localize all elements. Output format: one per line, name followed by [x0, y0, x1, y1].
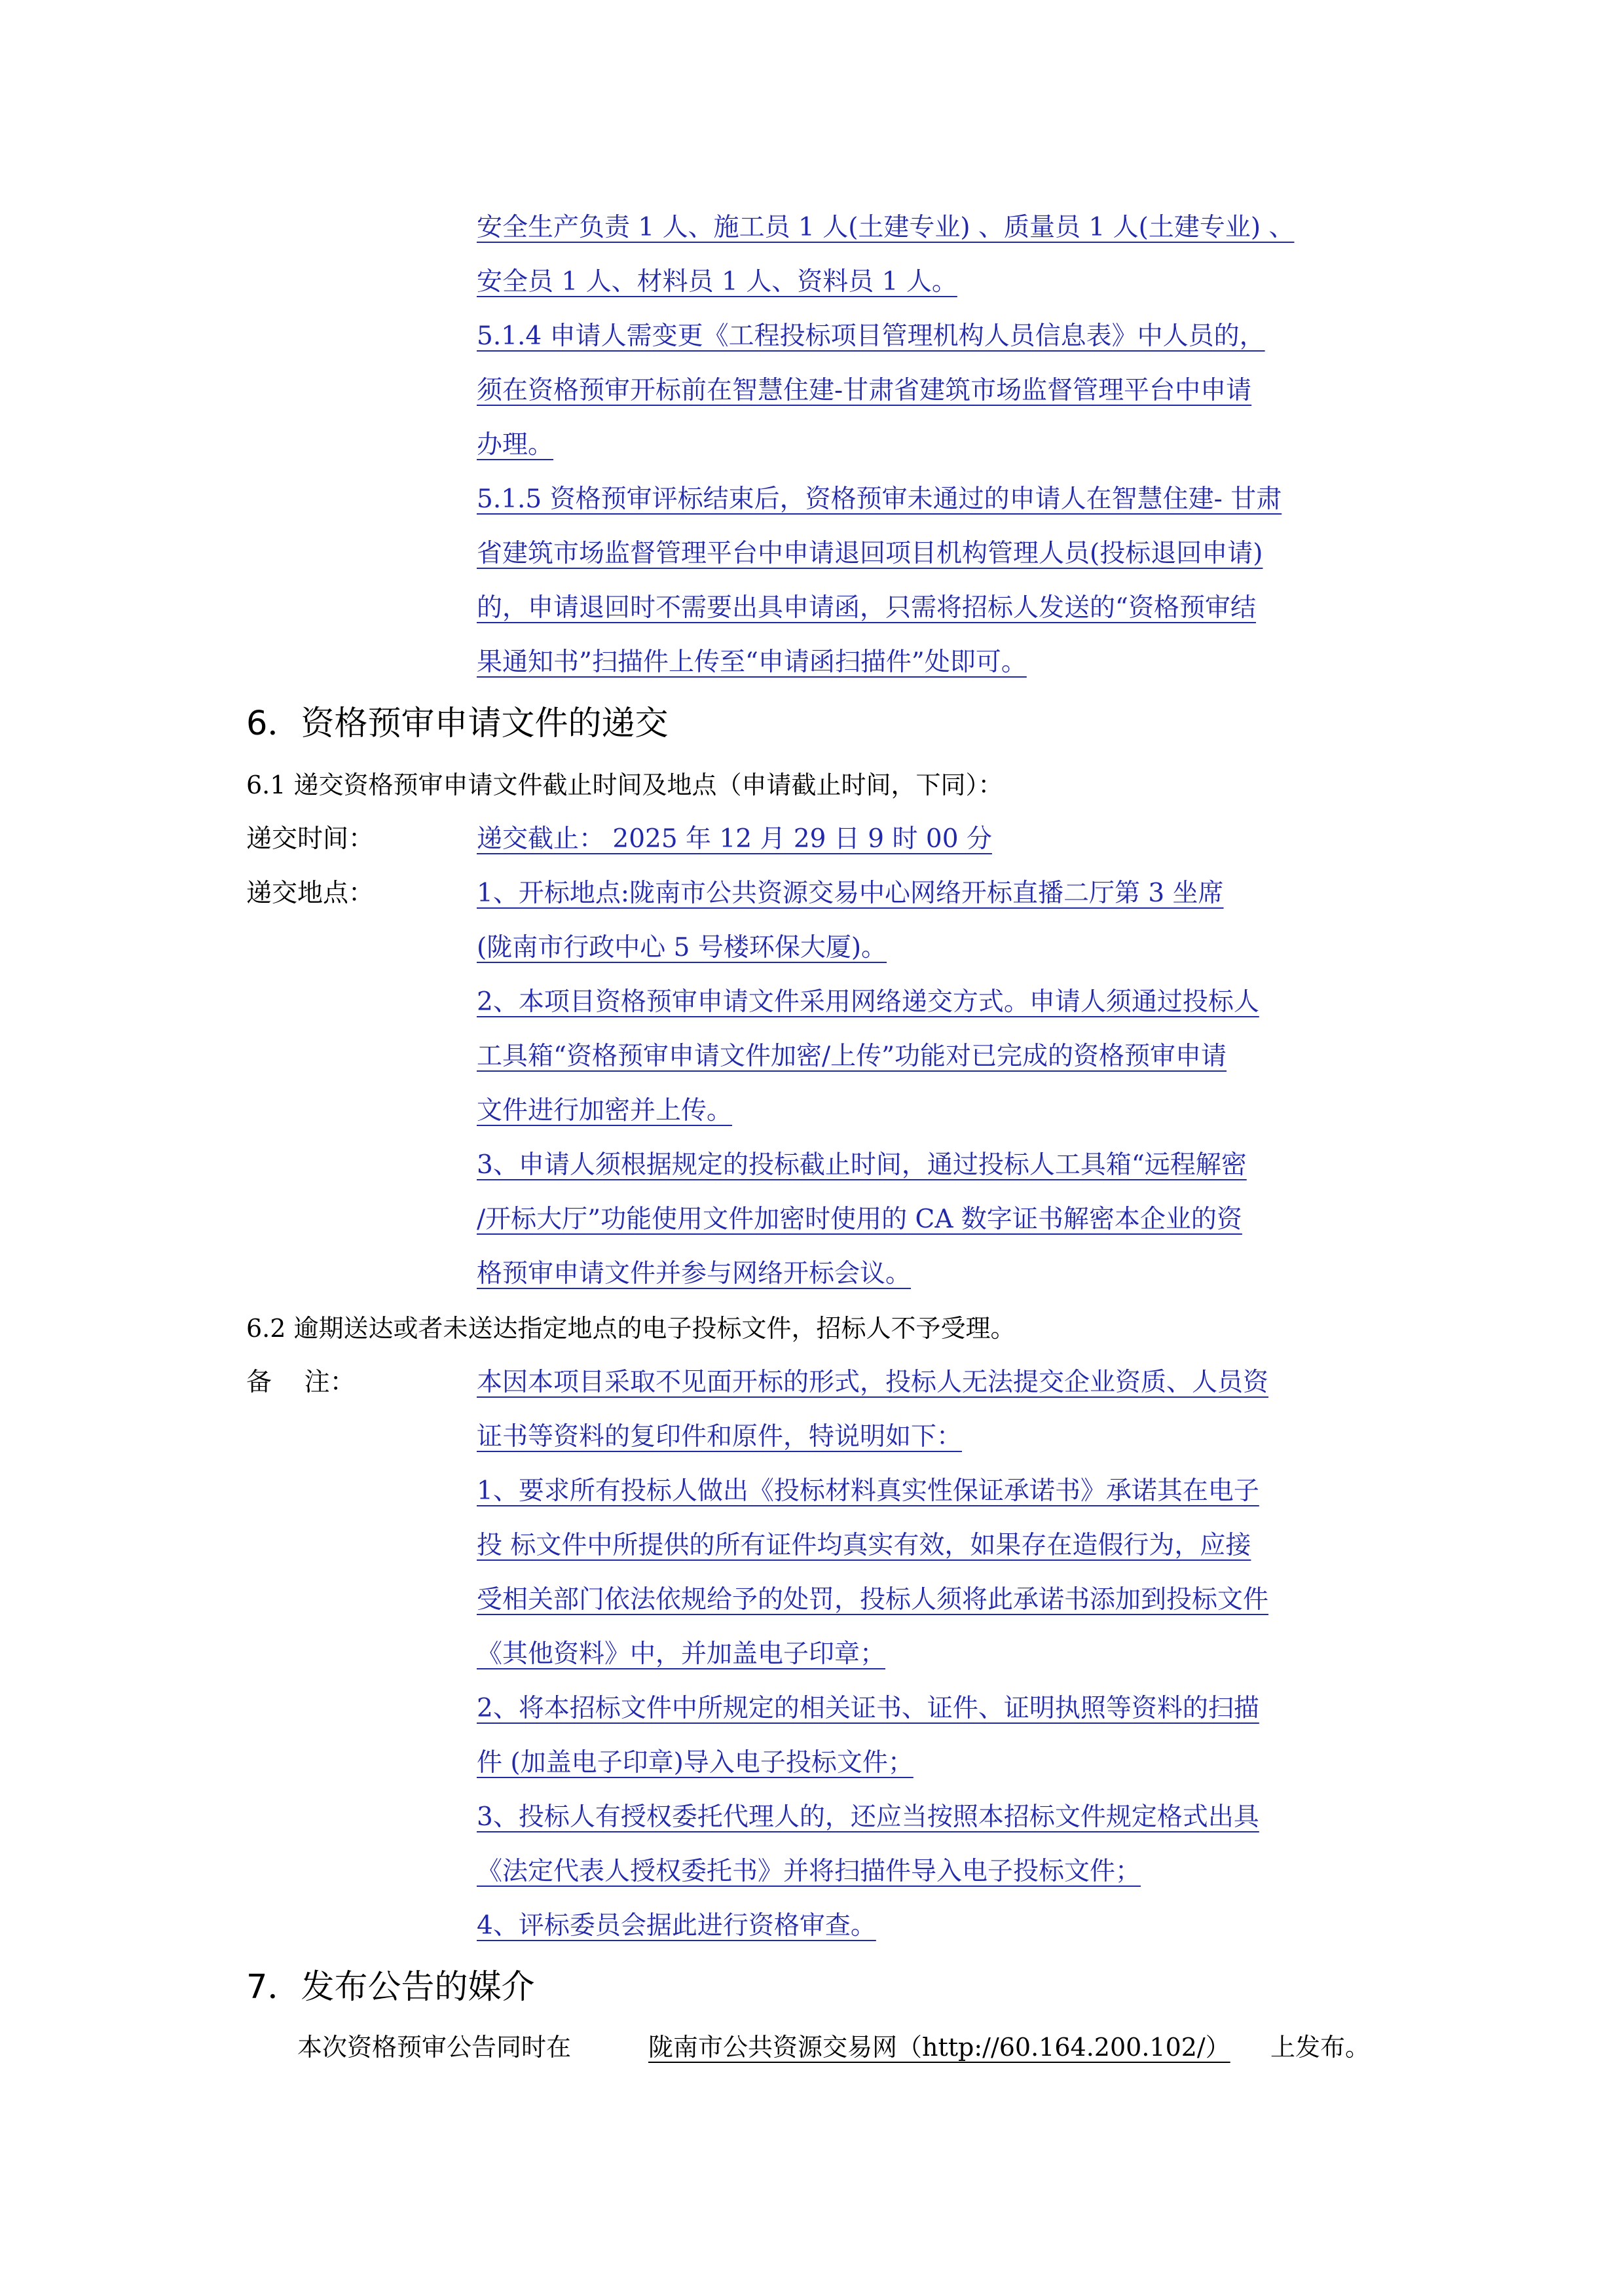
block5-line-7: 省建筑市场监督管理平台中申请退回项目机构管理人员(投标退回申请): [477, 539, 1263, 568]
note-line-6: 《其他资料》中，并加盖电子印章；: [477, 1639, 886, 1669]
note-line-10: 《法定代表人授权委托书》并将扫描件导入电子投标文件；: [477, 1857, 1141, 1886]
block5-line-9: 果通知书”扫描件上传至“申请函扫描件”处即可。: [477, 647, 1027, 677]
submit-place-label: 递交地点：: [246, 879, 375, 908]
note-line-1: 本因本项目采取不见面开标的形式，投标人无法提交企业资质、人员资: [477, 1368, 1269, 1397]
submit-time-value: 递交截止： 2025 年 12 月 29 日 9 时 00 分: [477, 824, 992, 854]
block5-line-6: 5.1.5 资格预审评标结束后，资格预审未通过的申请人在智慧住建- 甘肃: [477, 484, 1282, 514]
place-line-3: 2、本项目资格预审申请文件采用网络递交方式。申请人须通过投标人: [477, 987, 1259, 1017]
note-line-8: 件 (加盖电子印章)导入电子投标文件；: [477, 1748, 913, 1777]
section7-heading: 7．发布公告的媒介: [246, 1968, 535, 2007]
place-line-7: /开标大厅”功能使用文件加密时使用的 CA 数字证书解密本企业的资: [477, 1205, 1242, 1234]
block5-line-4: 须在资格预审开标前在智慧住建-甘肃省建筑市场监督管理平台中申请: [477, 376, 1252, 405]
place-line-8: 格预审申请文件并参与网络开标会议。: [477, 1259, 912, 1288]
note-line-5: 受相关部门依法依规给予的处罚，投标人须将此承诺书添加到投标文件: [477, 1585, 1269, 1614]
block5-line-8: 的，申请退回时不需要出具申请函，只需将招标人发送的“资格预审结: [477, 593, 1256, 623]
item-6-1: 6.1 递交资格预审申请文件截止时间及地点（申请截止时间，下同）：: [246, 771, 1003, 799]
media-link[interactable]: 陇南市公共资源交易网（http://60.164.200.102/）: [648, 2033, 1230, 2062]
section6-heading: 6．资格预审申请文件的递交: [246, 704, 669, 743]
note-line-9: 3、投标人有授权委托代理人的，还应当按照本招标文件规定格式出具: [477, 1802, 1259, 1832]
place-line-2: (陇南市行政中心 5 号楼环保大厦)。: [477, 933, 887, 962]
place-line-5: 文件进行加密并上传。: [477, 1096, 733, 1125]
place-line-1: 1、开标地点:陇南市公共资源交易中心网络开标直播二厅第 3 坐席: [477, 879, 1224, 908]
place-line-6: 3、申请人须根据规定的投标截止时间，通过投标人工具箱“远程解密: [477, 1150, 1247, 1180]
note-line-7: 2、将本招标文件中所规定的相关证书、证件、证明执照等资料的扫描: [477, 1694, 1259, 1723]
submit-time-label: 递交时间：: [246, 824, 375, 854]
block5-line-5: 办理。: [477, 430, 554, 460]
note-line-4: 投 标文件中所提供的所有证件均真实有效，如果存在造假行为，应接: [477, 1531, 1251, 1560]
block5-line-2: 安全员 1 人、材料员 1 人、资料员 1 人。: [477, 267, 957, 297]
note-label: 备 注：: [246, 1368, 356, 1397]
note-line-3: 1、要求所有投标人做出《投标材料真实性保证承诺书》承诺其在电子: [477, 1476, 1259, 1506]
note-line-11: 4、评标委员会据此进行资格审查。: [477, 1911, 876, 1941]
note-line-2: 证书等资料的复印件和原件，特说明如下：: [477, 1422, 963, 1451]
block5-line-3: 5.1.4 申请人需变更《工程投标项目管理机构人员信息表》中人员的，: [477, 321, 1265, 351]
media-text-before: 本次资格预审公告同时在: [297, 2033, 572, 2062]
item-6-2: 6.2 逾期送达或者未送达指定地点的电子投标文件，招标人不予受理。: [246, 1314, 1016, 1343]
block5-line-1: 安全生产负责 1 人、施工员 1 人(土建专业) 、质量员 1 人(土建专业) 、: [477, 213, 1295, 242]
place-line-4: 工具箱“资格预审申请文件加密/上传”功能对已完成的资格预审申请: [477, 1042, 1227, 1071]
media-text-after: 上发布。: [1270, 2033, 1371, 2062]
